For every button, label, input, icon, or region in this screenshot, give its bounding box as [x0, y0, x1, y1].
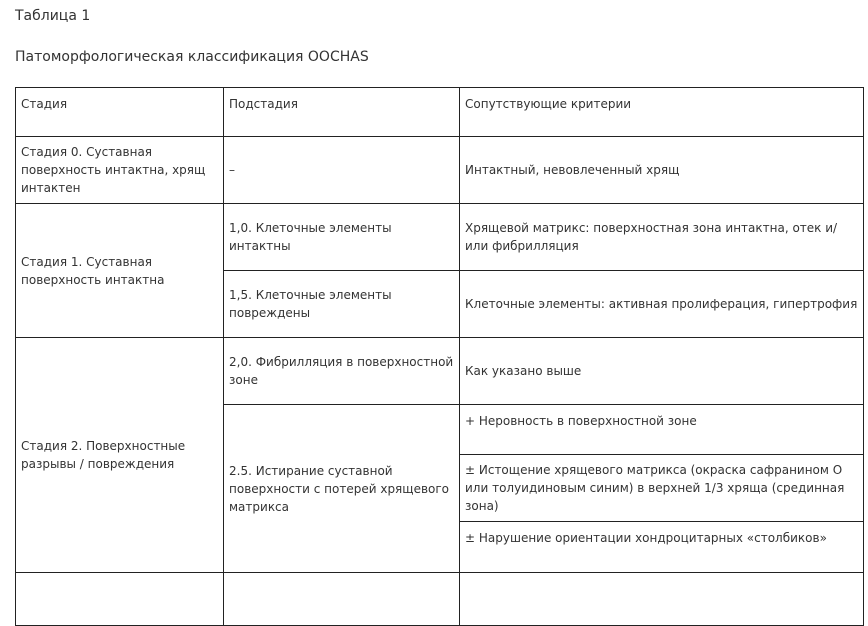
table-label: Таблица 1 [15, 8, 91, 24]
column-header-substage: Подстадия [224, 88, 460, 137]
stage-cell: Стадия 1. Суставная поверхность интактна [16, 204, 224, 338]
stage-cell: Стадия 0. Суставная поверхность интактна, хрящ интактен [16, 137, 224, 204]
substage-cell [224, 573, 460, 626]
substage-cell: – [224, 137, 460, 204]
classification-table [15, 87, 864, 626]
substage-cell: 1,0. Клеточные элементы интактны [224, 204, 460, 271]
criteria-cell: Интактный, невовлеченный хрящ [460, 137, 864, 204]
table-title: Патоморфологическая классификация OOCHAS [15, 49, 369, 65]
stage-cell [16, 573, 224, 626]
substage-cell: 2,0. Фибрилляция в поверхностной зоне [224, 338, 460, 405]
table-row [16, 204, 864, 271]
criteria-cell: ± Нарушение ориентации хондроцитарных «столбиков» [460, 522, 864, 573]
stage-cell: Стадия 2. Поверхностные разрывы / повреждения [16, 338, 224, 573]
criteria-cell: ± Истощение хрящевого матрикса (окраска сафранином О или толуидиновым синим) в верхней 1/3 хряща (срединная зона) [460, 455, 864, 522]
criteria-cell: Клеточные элементы: активная пролиферация, гипертрофия [460, 271, 864, 338]
table-row [16, 338, 864, 405]
criteria-cell: Хрящевой матрикс: поверхностная зона интактна, отек и/или фибрилляция [460, 204, 864, 271]
criteria-cell: + Неровность в поверхностной зоне [460, 405, 864, 455]
column-header-criteria: Сопутствующие критерии [460, 88, 864, 137]
criteria-cell: Как указано выше [460, 338, 864, 405]
table-row [16, 137, 864, 204]
table-row [16, 573, 864, 626]
substage-cell: 1,5. Клеточные элементы повреждены [224, 271, 460, 338]
column-header-stage: Стадия [16, 88, 224, 137]
substage-cell: 2.5. Истирание суставной поверхности с потерей хрящевого матрикса [224, 405, 460, 573]
table-header-row [16, 88, 864, 137]
criteria-cell [460, 573, 864, 626]
